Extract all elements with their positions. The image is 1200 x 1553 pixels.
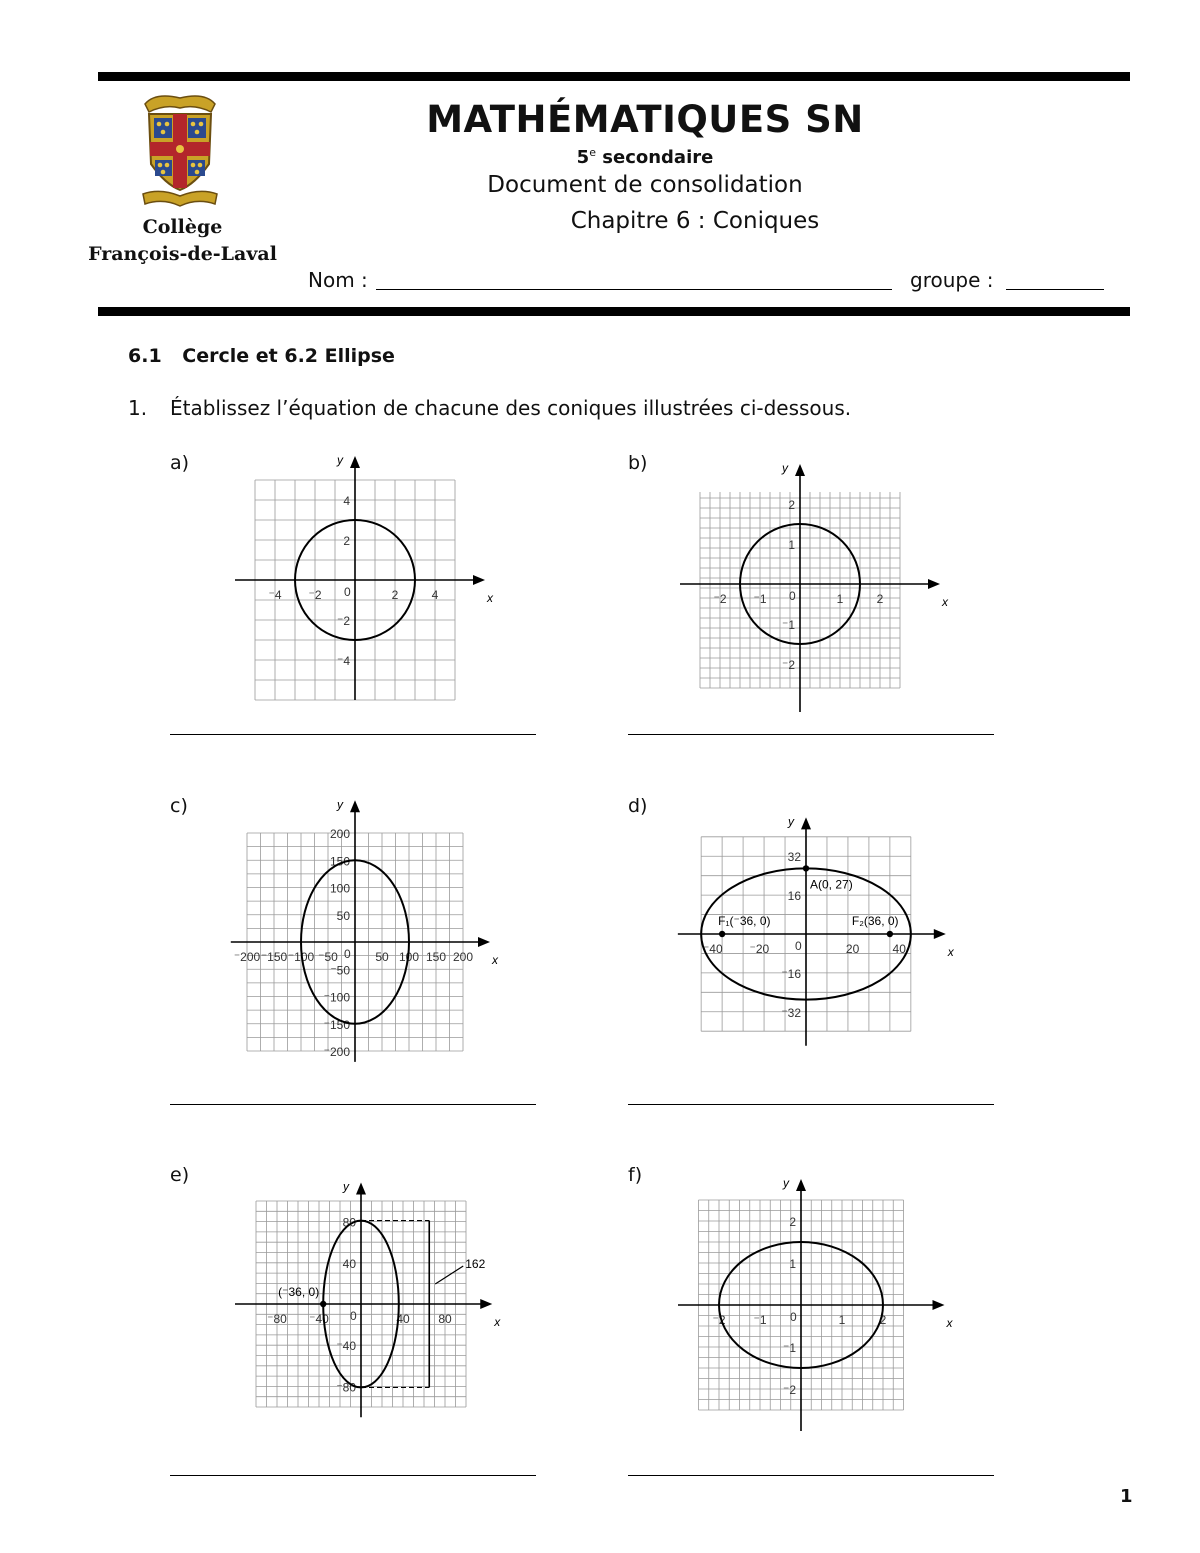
- answer-line-c[interactable]: [170, 1104, 536, 1105]
- section-number: 6.1: [128, 345, 162, 367]
- origin-label: 0: [789, 589, 796, 603]
- x-axis-label: x: [487, 591, 493, 605]
- x-tick-label: 80: [438, 1312, 452, 1326]
- answer-line-d[interactable]: [628, 1104, 994, 1105]
- annotation-point: [320, 1301, 326, 1307]
- y-tick-label: 50: [336, 908, 350, 923]
- x-tick-label: ⁻80: [267, 1312, 287, 1326]
- x-axis-arrow-icon: [933, 1300, 945, 1310]
- answer-line-f[interactable]: [628, 1475, 994, 1476]
- answer-line-a[interactable]: [170, 734, 536, 735]
- x-tick-label: 2: [876, 592, 884, 606]
- y-axis-label: y: [343, 1179, 349, 1194]
- grade-level: [440, 146, 850, 168]
- college-crest-icon: [135, 90, 225, 216]
- chapter-title: Chapitre 6 : Coniques: [570, 208, 820, 234]
- x-tick-label: ⁻2: [308, 588, 322, 602]
- answer-line-b[interactable]: [628, 734, 994, 735]
- graph-e: [232, 1160, 512, 1435]
- x-tick-label: ⁻100: [287, 950, 315, 964]
- y-tick-label: 100: [329, 881, 350, 896]
- x-tick-label: ⁻2: [713, 592, 727, 606]
- college-name: [80, 214, 285, 268]
- y-tick-label: ⁻40: [336, 1339, 356, 1354]
- group-label: groupe :: [910, 268, 994, 292]
- name-field[interactable]: [376, 289, 892, 290]
- y-tick-label: ⁻2: [782, 1383, 796, 1397]
- y-tick-label: 200: [329, 827, 350, 841]
- x-tick-label: 150: [425, 950, 447, 964]
- answer-line-e[interactable]: [170, 1475, 536, 1476]
- y-tick-label: 150: [329, 854, 350, 869]
- x-tick-label: ⁻150: [260, 950, 288, 964]
- graph-b: [676, 445, 956, 710]
- grade-level-suffix: e: [589, 146, 596, 159]
- x-axis-label: x: [492, 953, 498, 967]
- y-tick-label: ⁻200: [323, 1045, 350, 1059]
- x-tick-label: 40: [892, 942, 906, 956]
- x-tick-label: 200: [452, 950, 474, 964]
- graph-c: [228, 790, 498, 1060]
- x-tick-label: ⁻40: [309, 1312, 329, 1326]
- x-tick-label: ⁻1: [753, 1313, 767, 1327]
- origin-label: 0: [790, 1310, 797, 1324]
- part-label-d: d): [628, 795, 648, 817]
- page-number: 1: [1120, 1486, 1133, 1507]
- name-label: Nom :: [308, 268, 368, 292]
- y-tick-label: ⁻50: [330, 963, 350, 978]
- y-axis-label: y: [337, 453, 343, 467]
- x-tick-label: 2: [391, 588, 399, 602]
- x-tick-label: 4: [431, 588, 439, 602]
- annotation-label: F₂(36, 0): [851, 914, 899, 928]
- y-tick-label: 16: [787, 889, 801, 904]
- part-label-c: c): [170, 795, 188, 817]
- annotation-point: [803, 865, 809, 871]
- x-tick-label: 1: [838, 1313, 846, 1327]
- y-axis-label: y: [782, 461, 788, 475]
- x-axis-label: x: [947, 945, 954, 959]
- y-axis-arrow-icon: [356, 1182, 366, 1194]
- annotation-label: (⁻36, 0): [278, 1285, 320, 1299]
- y-tick-label: 32: [787, 850, 801, 865]
- x-axis-label: x: [494, 1315, 501, 1329]
- y-axis-arrow-icon: [796, 1179, 806, 1191]
- dimension-leader: [435, 1266, 463, 1284]
- x-axis-arrow-icon: [928, 579, 940, 589]
- y-tick-label: ⁻80: [336, 1380, 356, 1395]
- y-tick-label: ⁻2: [336, 614, 350, 628]
- graph-a: [230, 445, 500, 705]
- x-tick-label: ⁻2: [712, 1313, 726, 1327]
- x-tick-label: 40: [396, 1312, 410, 1326]
- annotation-label: F₁(⁻36, 0): [718, 914, 771, 928]
- x-axis-arrow-icon: [480, 1299, 492, 1309]
- x-tick-label: ⁻50: [318, 950, 338, 964]
- y-axis-label: y: [783, 1176, 789, 1190]
- part-label-a: a): [170, 452, 190, 474]
- graph-d: [676, 790, 956, 1060]
- y-tick-label: ⁻32: [781, 1005, 801, 1020]
- dimension-label: 162: [465, 1257, 486, 1271]
- x-tick-label: 100: [398, 950, 420, 964]
- x-axis-arrow-icon: [478, 937, 490, 947]
- y-tick-label: 1: [788, 538, 795, 552]
- x-tick-label: 50: [375, 950, 389, 964]
- y-tick-label: 1: [789, 1257, 796, 1271]
- x-axis-arrow-icon: [934, 929, 946, 939]
- x-tick-label: ⁻40: [702, 942, 723, 956]
- part-label-f: f): [628, 1164, 643, 1186]
- page-title: MATHÉMATIQUES SN: [426, 98, 864, 141]
- bottom-rule: [98, 307, 1130, 316]
- y-axis-arrow-icon: [350, 456, 360, 468]
- part-label-b: b): [628, 452, 648, 474]
- y-tick-label: 40: [342, 1256, 356, 1271]
- x-tick-label: ⁻4: [268, 588, 282, 602]
- y-tick-label: 2: [343, 534, 350, 548]
- origin-label: 0: [350, 1309, 357, 1323]
- x-axis-label: x: [946, 1316, 953, 1330]
- y-tick-label: ⁻1: [781, 618, 795, 632]
- section-title: Cercle et 6.2 Ellipse: [182, 345, 395, 367]
- x-tick-label: 1: [836, 592, 844, 606]
- document-type: Document de consolidation: [487, 172, 803, 198]
- origin-label: 0: [344, 947, 351, 961]
- x-tick-label: 2: [879, 1313, 887, 1327]
- annotation-label: A(0, 27): [810, 877, 853, 892]
- annotation-point: [719, 931, 725, 937]
- origin-label: 0: [344, 585, 351, 599]
- y-tick-label: ⁻100: [323, 990, 350, 1005]
- x-tick-label: ⁻20: [749, 942, 770, 956]
- grade-level-number: 5: [576, 147, 590, 168]
- grade-level-text: secondaire: [602, 147, 714, 168]
- y-axis-label: y: [337, 797, 343, 812]
- y-tick-label: ⁻1: [782, 1341, 796, 1355]
- y-tick-label: 2: [789, 1215, 796, 1229]
- y-tick-label: 4: [343, 494, 350, 508]
- y-tick-label: ⁻2: [781, 658, 795, 672]
- y-tick-label: ⁻4: [336, 654, 350, 668]
- origin-label: 0: [795, 939, 802, 953]
- group-field[interactable]: [1006, 289, 1104, 290]
- college-name-line1: Collège: [142, 216, 223, 238]
- section-heading: [128, 345, 395, 367]
- y-tick-label: ⁻16: [781, 966, 801, 981]
- top-rule: [98, 72, 1130, 81]
- y-tick-label: 2: [788, 498, 795, 512]
- y-axis-arrow-icon: [350, 800, 360, 812]
- y-axis-label: y: [788, 814, 794, 829]
- x-axis-arrow-icon: [473, 575, 485, 585]
- y-tick-label: 80: [342, 1215, 356, 1230]
- x-tick-label: ⁻200: [233, 950, 261, 964]
- x-tick-label: ⁻1: [753, 592, 767, 606]
- x-tick-label: 20: [845, 942, 860, 956]
- part-label-e: e): [170, 1164, 190, 1186]
- college-name-line2: François-de-Laval: [88, 243, 277, 265]
- question-text: Établissez l’équation de chacune des coniques illustrées ci-dessous.: [170, 396, 852, 420]
- y-tick-label: ⁻150: [323, 1017, 350, 1032]
- x-axis-label: x: [942, 595, 948, 609]
- graph-f: [672, 1160, 952, 1430]
- annotation-point: [887, 931, 893, 937]
- y-axis-arrow-icon: [795, 464, 805, 476]
- y-axis-arrow-icon: [801, 817, 811, 829]
- question-number: 1.: [128, 396, 148, 420]
